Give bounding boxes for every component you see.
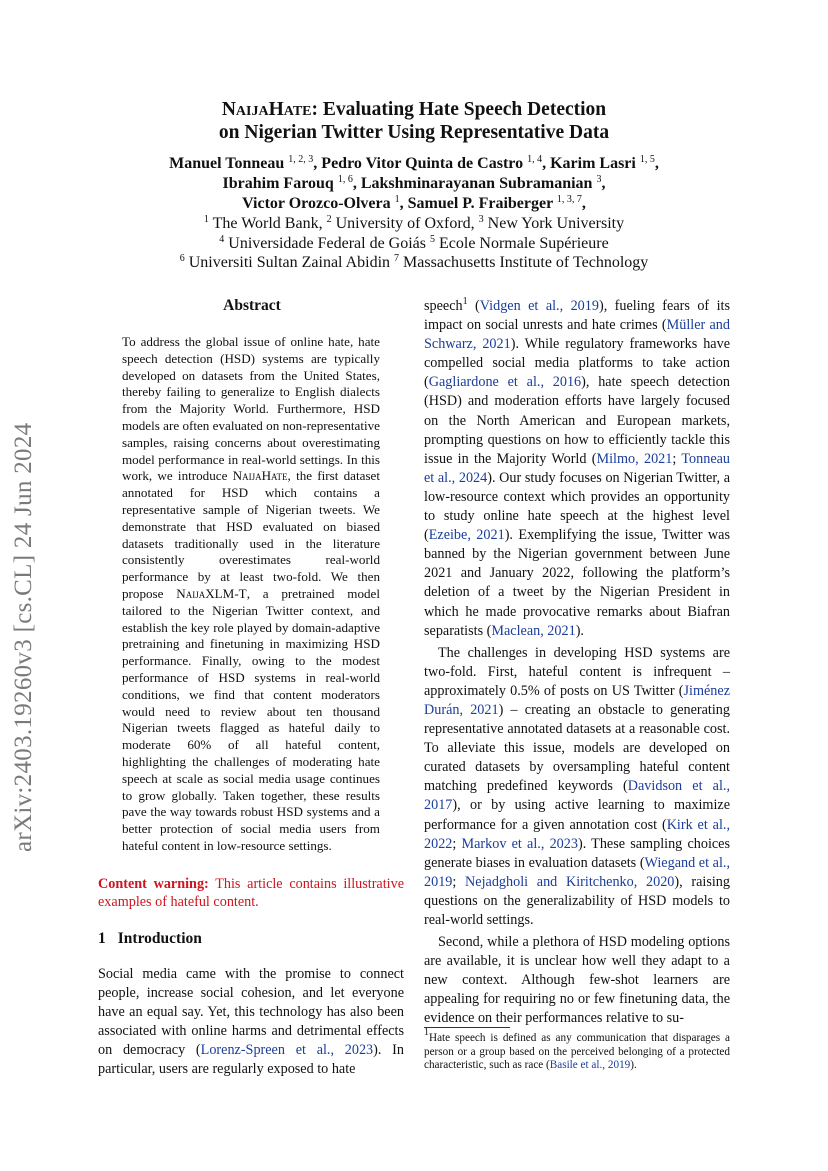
affiliation: New York University [487, 215, 625, 232]
citation-link[interactable]: Davidson et al., 2017 [424, 778, 730, 814]
footnote-ref[interactable]: 1 [462, 296, 468, 307]
title-line2: on Nigerian Twitter Using Representative Data [218, 122, 610, 143]
paragraph [424, 933, 730, 1028]
author-affil-sup: 3 [596, 174, 602, 185]
affiliation-list [100, 214, 728, 273]
content-warning-label: Content warning: [98, 876, 209, 892]
author-name: Ibrahim Farouq [222, 175, 334, 192]
content-warning [98, 875, 404, 912]
body-text: ). Our study focuses on Nigerian Twitter, a low-resource context which provides an opportunity to study online hate speech at the highest level ( [424, 469, 730, 544]
citation-link[interactable]: Nejadgholi and Kiritchenko, 2020 [465, 873, 675, 890]
right-column [424, 297, 730, 1029]
section-title: Introduction [117, 930, 202, 947]
citation-link[interactable]: Müller and Schwarz, 2021 [424, 317, 730, 353]
body-text: ). Exemplifying the issue, Twitter was banned by the Nigerian government between June 2021 and January 2022, following the platform’s deletion of a tweet by the Nigerian President in which he made provocative remarks about Biafran separatists ( [424, 527, 730, 639]
footnote-text: Hate speech is defined as any communication that disparages a person or a group based on the perceived belonging of a protected characteristic, such as race ( [424, 1032, 730, 1072]
abstract-dataset-name: NaijaHate [232, 468, 288, 484]
arxiv-side-stamp: arXiv:2403.19260v3 [cs.CL] 24 Jun 2024 [10, 422, 37, 852]
title-line1-rest: : Evaluating Hate Speech Detection [311, 99, 607, 120]
author-name: Manuel Tonneau [169, 155, 285, 172]
author-affil-sup: 1, 2, 3 [288, 154, 314, 165]
citation-link[interactable]: Ezeibe, 2021 [428, 527, 505, 544]
citation-link[interactable]: Kirk et al., 2022 [424, 816, 730, 852]
citation-link[interactable]: Wiegand et al., 2019 [424, 854, 730, 890]
author-affil-sup: 1, 3, 7 [556, 194, 582, 205]
body-text: ) – creating an obstacle to generating representative annotated datasets at a reasonable cost. To alleviate this issue, models are developed on curated datasets by oversampling hateful content matching predefined keywords ( [424, 701, 730, 795]
footnote-text: ). [630, 1059, 637, 1072]
title-dataset-name: NaijaHate [221, 99, 312, 120]
citation-link[interactable]: Milmo, 2021 [596, 450, 673, 467]
body-text: Second, while a plethora of HSD modeling options are available, it is unclear how well they adapt to a new context. Although few-shot learners are appealing for requiring no or few finetuning data, the evidence on their performances relative to su- [424, 934, 730, 1027]
citation-link[interactable]: Markov et al., 2023 [461, 835, 578, 852]
affiliation: Universiti Sultan Zainal Abidin [188, 254, 391, 271]
abstract-body [122, 334, 380, 855]
body-text: speech [424, 298, 463, 314]
citation-link[interactable]: Vidgen et al., 2019 [479, 298, 599, 314]
footnote-rule [424, 1027, 510, 1028]
content-warning-text: This article contains illustrative examples of hateful content. [98, 876, 404, 911]
body-text: ). These sampling choices generate biases in evaluation datasets ( [424, 835, 730, 871]
citation-link[interactable]: Jiménez Durán, 2021 [424, 682, 730, 718]
body-text: ). While regulatory frameworks have compelled social media platforms to take action ( [424, 336, 730, 391]
body-text: ). [575, 622, 584, 639]
paragraph [424, 644, 730, 930]
intro-text: ). In particular, users are regularly exposed to hate [98, 1042, 404, 1078]
body-text: ; [452, 873, 466, 890]
footnote-mark: 1 [424, 1027, 429, 1038]
author-name: Samuel P. Fraiberger [407, 195, 553, 212]
author-name: Lakshminarayanan Subramanian [360, 175, 593, 192]
body-text: ), hate speech detection (HSD) and moderation efforts have largely focused on the North American and European markets, prompting questions on how to efficiently tackle this issue in the Majority World ( [424, 374, 730, 467]
footnote [424, 1027, 730, 1073]
abstract-text: , a pretrained model tailored to the Nigerian Twitter context, and establish the key role played by domain-adaptive pretraining and finetuning in maximizing HSD performance. Finally, owing to the modest performance of HSD systems in real-world conditions, we find that content moderators would need to review about ten thousand Nigerian tweets flagged as hateful daily to moderate 60% of all hateful content, highlighting the challenges of moderating hate speech at scale as social media usage continues to grow globally. Taken together, these results pave the way towards robust HSD systems and a better protection of social media users from hateful content in low-resource settings. [122, 585, 380, 853]
author-affil-sup: 1, 5 [639, 154, 655, 165]
paper-title [100, 98, 728, 144]
author-affil-sup: 1, 4 [527, 154, 543, 165]
body-text: ), fueling fears of its impact on social unrests and hate crimes ( [424, 298, 730, 334]
author-name: Karim Lasri [550, 155, 636, 172]
affil-sup: 2 [326, 214, 332, 225]
abstract-heading: Abstract [223, 297, 281, 314]
author-affil-sup: 1 [394, 194, 400, 205]
affil-sup: 1 [203, 214, 209, 225]
section-number: 1 [98, 930, 106, 947]
body-text: ), or by using active learning to maximize performance for a given annotation cost ( [424, 797, 730, 833]
citation-link[interactable]: Maclean, 2021 [491, 622, 576, 639]
citation-link[interactable]: Tonneau et al., 2024 [424, 450, 731, 486]
affil-sup: 6 [179, 253, 185, 264]
affil-sup: 5 [430, 233, 435, 245]
section-heading-introduction [98, 930, 404, 948]
affiliation: Massachusetts Institute of Technology [403, 254, 649, 271]
citation-link[interactable]: Basile et al., 2019 [549, 1059, 631, 1072]
citation-link[interactable]: Lorenz-Spreen et al., 2023 [200, 1042, 374, 1059]
author-name: Victor Orozco-Olvera [242, 195, 391, 212]
affiliation: Ecole Normale Supérieure [439, 234, 609, 252]
intro-text: Social media came with the promise to connect people, increase social cohesion, and let everyone have an equal say. Yet, this technology has also been associated with online harms and detrimental effects on democracy ( [98, 966, 404, 1059]
body-text: ; [672, 450, 682, 467]
body-text: The challenges in developing HSD systems are two-fold. First, hateful content is infrequent – approximately 0.5% of posts on US Twitter ( [424, 644, 730, 699]
paragraph [424, 297, 730, 641]
body-text: ; [452, 835, 462, 852]
author-name: Pedro Vitor Quinta de Castro [321, 155, 524, 172]
abstract-model-name: NaijaXLM-T [176, 585, 247, 601]
body-text: ( [467, 298, 480, 314]
abstract-text: , the first dataset annotated for HSD which contains a representative sample of Nigerian tweets. We demonstrate that HSD evaluated on biased datasets traditionally used in the literature consistently overestimates real-world performance by at least two-fold. We then propose [122, 468, 380, 601]
citation-link[interactable]: Gagliardone et al., 2016 [428, 374, 582, 391]
affiliation: Universidade Federal de Goiás [228, 234, 426, 252]
introduction-paragraph [98, 965, 404, 1080]
author-affil-sup: 1, 6 [337, 174, 353, 185]
body-text: ), raising questions on the generalizability of HSD models to real-world settings. [424, 873, 730, 928]
affil-sup: 3 [478, 214, 484, 225]
affiliation: The World Bank, [212, 215, 323, 232]
affil-sup: 7 [394, 253, 400, 264]
affil-sup: 4 [219, 233, 225, 245]
author-list: Manuel Tonneau $^{1, 2, 3}$, Pedro Vitor Quinta de Castro $^{1, 4}$, Karim Lasri $^{1, 5}$, Ibrahim Farouq $^{1, 6}$, Lakshminarayanan Subramanian $^3$, Victor Orozco-Olvera $^1$, Samuel P. Fraiberger $^{1, 3, 7}$, [169, 154, 659, 212]
affiliation: University of Oxford, [335, 215, 475, 232]
abstract-text: To address the global issue of online hate, hate speech detection (HSD) systems are typically developed on datasets from the United States, thereby failing to generalize to English dialects from the Majority World. Furthermore, HSD models are often evaluated on non-representative samples, raising concerns about overestimating model performance in real-world settings. In this work, we introduce [122, 334, 380, 484]
